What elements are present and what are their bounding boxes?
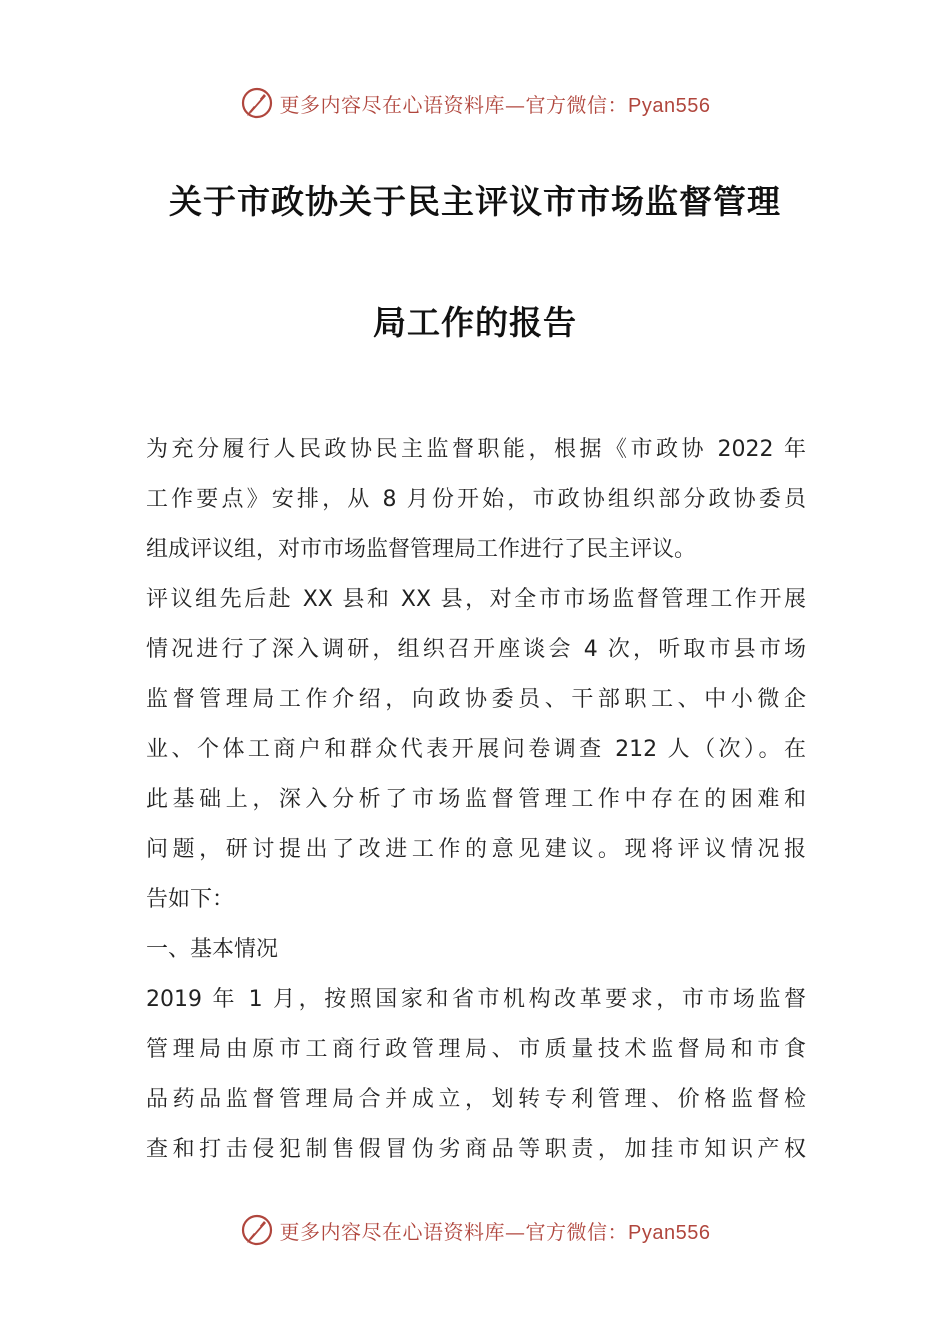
body-line: 组成评议组，对市市场监督管理局工作进行了民主评议。 xyxy=(146,537,697,562)
footer-banner-wechat-id: Pyan556 xyxy=(628,1221,711,1244)
document-title-line-2: 局工作的报告 xyxy=(373,303,577,342)
header-banner-slogan: 更多内容尽在心语资料库 xyxy=(279,92,506,117)
footer-banner-dash: — xyxy=(505,1219,526,1244)
body-line: 监督管理局工作介绍，向政协委员、干部职工、中小微企 xyxy=(146,687,806,712)
body-line: 问题，研讨提出了改进工作的意见建议。现将评议情况报 xyxy=(146,837,806,862)
body-line: 情况进行了深入调研，组织召开座谈会 4 次，听取市县市场 xyxy=(146,637,806,662)
header-banner-text xyxy=(280,89,711,118)
body-line: 查和打击侵犯制售假冒伪劣商品等职责，加挂市知识产权 xyxy=(146,1137,806,1162)
body-line: 工作要点》安排，从 8 月份开始，市政协组织部分政协委员 xyxy=(146,487,806,512)
quill-pen-logo-icon xyxy=(240,86,274,120)
header-banner-wechat-id: Pyan556 xyxy=(628,94,711,117)
body-line: 为充分履行人民政协民主监督职能，根据《市政协 2022 年 xyxy=(146,437,806,462)
body-line: 此基础上，深入分析了市场监督管理工作中存在的困难和 xyxy=(146,787,806,812)
footer-banner-wechat-label: 官方微信： xyxy=(525,1219,629,1244)
header-banner-dash: — xyxy=(505,92,526,117)
section-heading-basic-situation: 一、基本情况 xyxy=(146,937,279,962)
body-line: 告如下： xyxy=(146,887,235,912)
footer-banner xyxy=(0,1210,950,1250)
quill-pen-logo-icon xyxy=(240,1213,274,1247)
document-title-line-1: 关于市政协关于民主评议市市场监督管理 xyxy=(169,182,781,221)
footer-banner-slogan: 更多内容尽在心语资料库 xyxy=(279,1219,506,1244)
body-line: 评议组先后赴 XX 县和 XX 县，对全市市场监督管理工作开展 xyxy=(146,587,806,612)
body-line: 品药品监督管理局合并成立，划转专利管理、价格监督检 xyxy=(146,1087,806,1112)
footer-banner-text xyxy=(280,1216,711,1245)
document-body xyxy=(146,425,806,1175)
header-banner xyxy=(0,83,950,123)
body-line: 2019 年 1 月，按照国家和省市机构改革要求，市市场监督 xyxy=(146,987,806,1012)
body-line: 业、个体工商户和群众代表开展问卷调查 212 人（次）。在 xyxy=(146,737,806,762)
header-banner-wechat-label: 官方微信： xyxy=(525,92,629,117)
body-line: 管理局由原市工商行政管理局、市质量技术监督局和市食 xyxy=(146,1037,806,1062)
